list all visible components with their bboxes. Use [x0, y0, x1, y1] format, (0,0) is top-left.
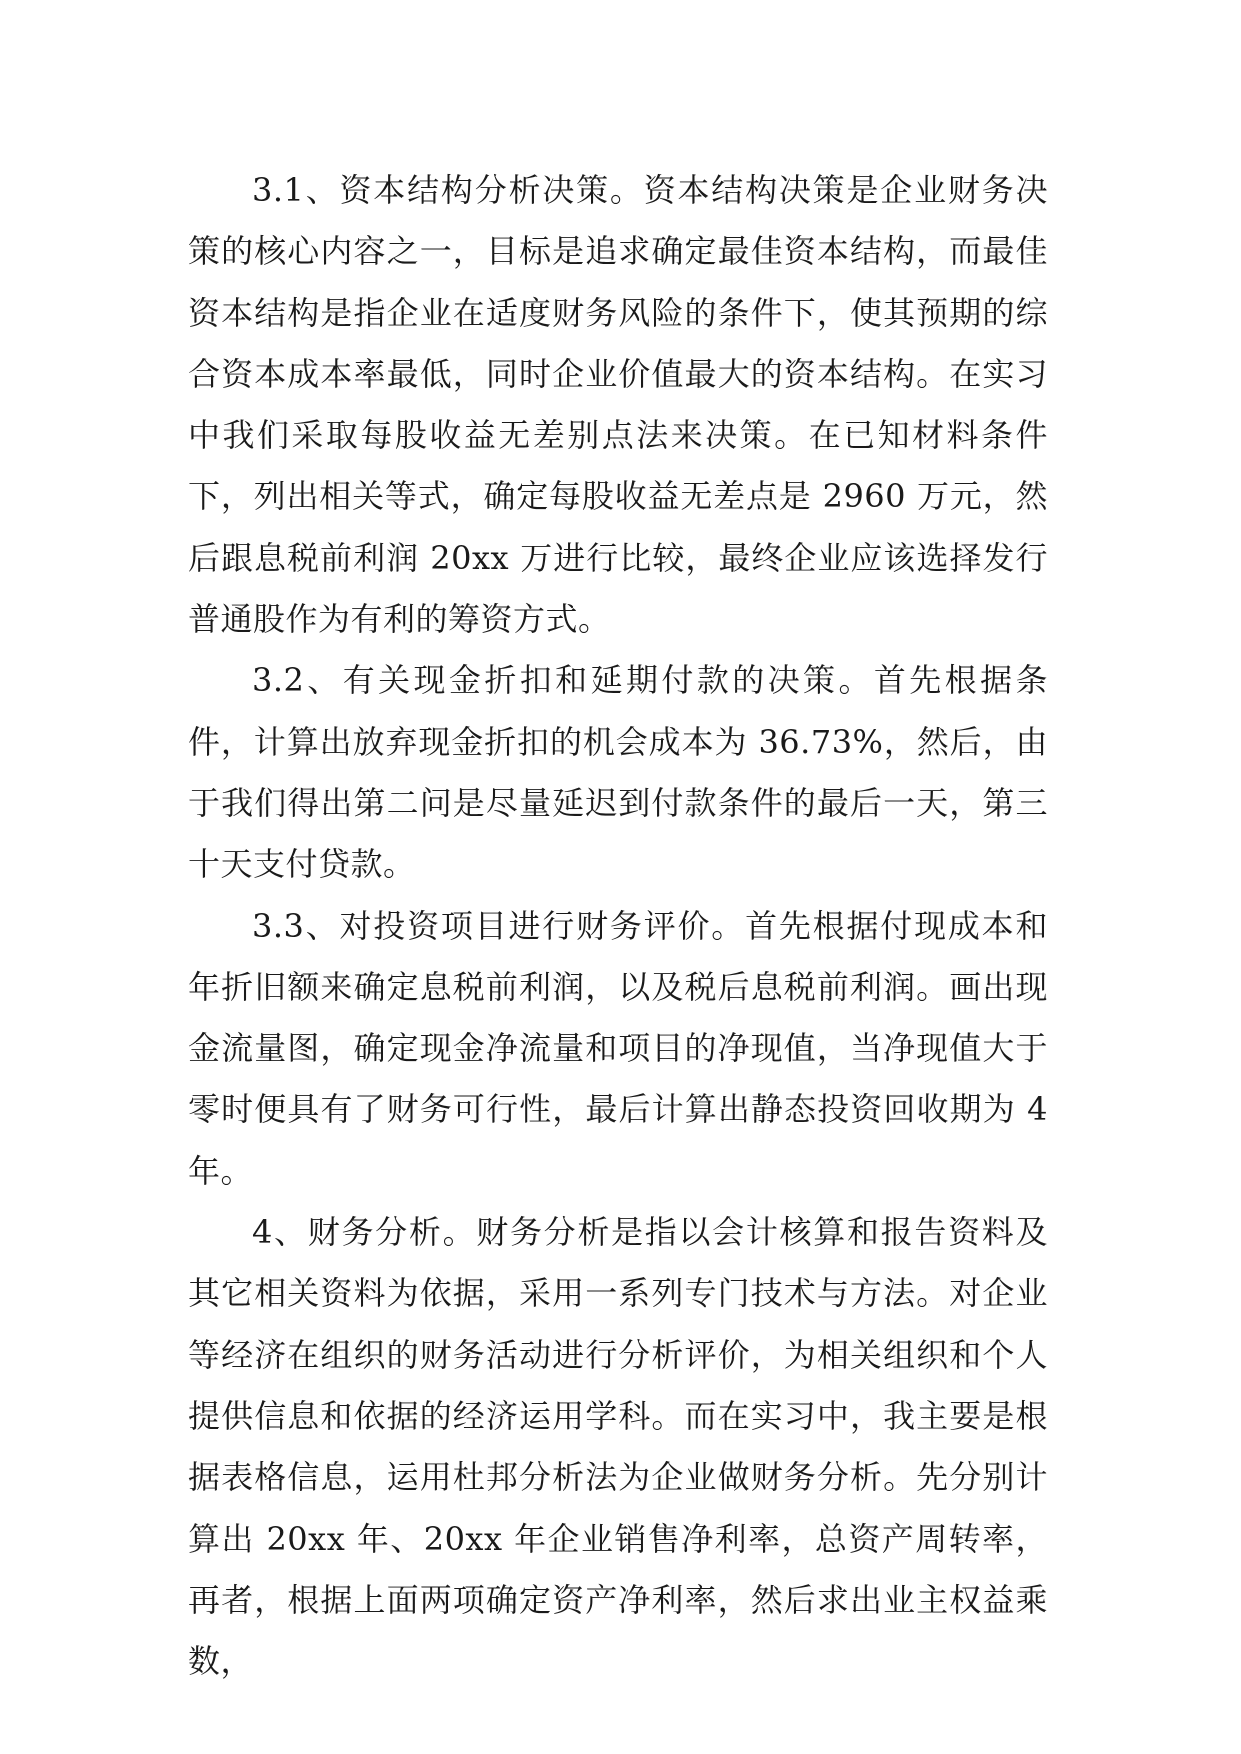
- document-body: [188, 160, 1048, 1692]
- paragraph-capital-structure: 3.1、资本结构分析决策。资本结构决策是企业财务决策的核心内容之一，目标是追求确定最佳资本结构，而最佳资本结构是指企业在适度财务风险的条件下，使其预期的综合资本成本率最低，同时企业价值最大的资本结构。在实习中我们采取每股收益无差别点法来决策。在已知材料条件下，列出相关等式，确定每股收益无差点是 2960 万元，然后跟息税前利润 20xx 万进行比较，最终企业应该选择发行普通股作为有利的筹资方式。: [188, 171, 1048, 639]
- paragraph-financial-analysis: 4、财务分析。财务分析是指以会计核算和报告资料及其它相关资料为依据，采用一系列专门技术与方法。对企业等经济在组织的财务活动进行分析评价，为相关组织和个人提供信息和依据的经济运用学科。而在实习中，我主要是根据表格信息，运用杜邦分析法为企业做财务分析。先分别计算出 20xx 年、20xx 年企业销售净利率，总资产周转率，再者，根据上面两项确定资产净利率，然后求出业主权益乘数，: [188, 1213, 1048, 1681]
- paragraph-investment-evaluation: 3.3、对投资项目进行财务评价。首先根据付现成本和年折旧额来确定息税前利润，以及税后息税前利润。画出现金流量图，确定现金净流量和项目的净现值，当净现值大于零时便具有了财务可行性，最后计算出静态投资回收期为 4 年。: [188, 906, 1048, 1190]
- paragraph-cash-discount: 3.2、有关现金折扣和延期付款的决策。首先根据条件，计算出放弃现金折扣的机会成本为 36.73%，然后，由于我们得出第二问是尽量延迟到付款条件的最后一天，第三十天支付贷款。: [188, 661, 1048, 884]
